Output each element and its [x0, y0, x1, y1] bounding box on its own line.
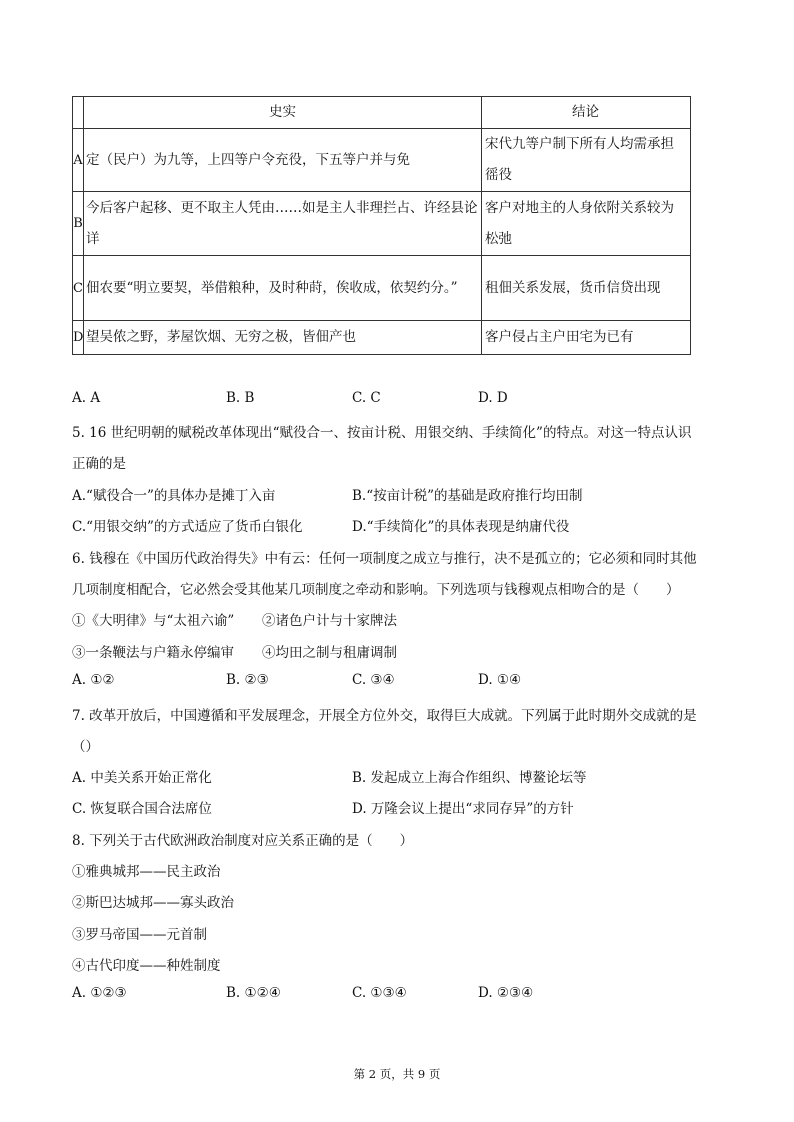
q8-stem: 8. 下列关于古代欧洲政治制度对应关系正确的是（ ）	[72, 833, 414, 849]
table-row	[73, 321, 691, 355]
row-label: B	[73, 192, 84, 256]
table-header-cell: 史实	[84, 97, 482, 129]
q7-stem-line2: （）	[72, 739, 99, 755]
q6-item-3: ③一条鞭法与户籍永停编审	[72, 645, 234, 661]
q7-option-a[interactable]: A. 中美关系开始正常化	[72, 770, 212, 786]
q8-item-1: ①雅典城邦——民主政治	[72, 864, 221, 880]
question-table	[72, 96, 691, 355]
q4-option-b[interactable]: B. B	[226, 390, 255, 406]
q8-option-c[interactable]: C. ①③④	[352, 985, 407, 1001]
conclusion-cell: 客户对地主的人身依附关系较为松弛	[482, 192, 691, 256]
conclusion-cell: 宋代九等户制下所有人均需承担徭役	[482, 129, 691, 192]
q6-stem-line2: 几项制度相配合，它必然会受其他某几项制度之牵动和影响。下列选项与钱穆观点相吻合的是（ ）	[72, 582, 680, 598]
page-footer: 第 2 页，共 9 页	[353, 1067, 441, 1081]
q8-item-3: ③罗马帝国——元首制	[72, 927, 207, 943]
q5-option-b[interactable]: B.“按亩计税”的基础是政府推行均田制	[352, 488, 583, 504]
q6-option-c[interactable]: C. ③④	[352, 672, 395, 688]
fact-cell: 今后客户起移、更不取主人凭由……如是主人非理拦占、许经县论详	[84, 192, 482, 256]
q8-option-b[interactable]: B. ①②④	[226, 985, 281, 1001]
fact-cell: 佃农要“明立要契，举借粮种，及时种莳，俟收成，依契约分。”	[84, 256, 482, 321]
q4-option-a[interactable]: A. A	[72, 390, 101, 406]
conclusion-cell: 客户侵占主户田宅为已有	[482, 321, 691, 355]
q4-option-c[interactable]: C. C	[352, 390, 381, 406]
q6-item-1: ①《大明律》与“太祖六谕”	[72, 613, 235, 629]
conclusion-cell: 租佃关系发展，货币信贷出现	[482, 256, 691, 321]
q4-option-d[interactable]: D. D	[478, 390, 508, 406]
q8-option-a[interactable]: A. ①②③	[72, 985, 127, 1001]
table-row	[73, 129, 691, 192]
table-header-cell	[73, 97, 84, 129]
table-header-cell: 结论	[482, 97, 691, 129]
q7-option-d[interactable]: D. 万隆会议上提出“求同存异”的方针	[352, 801, 574, 817]
q6-option-b[interactable]: B. ②③	[226, 672, 269, 688]
q6-item-2: ②诸色户计与十家牌法	[262, 613, 397, 629]
fact-cell: 定（民户）为九等，上四等户令充役，下五等户并与免	[84, 129, 482, 192]
q5-option-d[interactable]: D.“手续简化”的具体表现是纳庸代役	[352, 519, 570, 535]
q8-option-d[interactable]: D. ②③④	[478, 985, 534, 1001]
q5-option-c[interactable]: C.“用银交纳”的方式适应了货币白银化	[72, 519, 303, 535]
q5-stem-line1: 5. 16 世纪明朝的赋税改革体现出“赋役合一、按亩计税、用银交纳、手续简化”的特点。对这一特点认识	[72, 425, 692, 441]
table-row	[73, 256, 691, 321]
q8-item-2: ②斯巴达城邦——寡头政治	[72, 895, 234, 911]
q6-option-d[interactable]: D. ①④	[478, 672, 522, 688]
row-label: C	[73, 256, 84, 321]
row-label: D	[73, 321, 84, 355]
q6-stem-line1: 6. 钱穆在《中国历代政治得失》中有云：任何一项制度之成立与推行，决不是孤立的；它必须和同时其他	[72, 551, 697, 567]
q7-stem-line1: 7. 改革开放后，中国遵循和平发展理念，开展全方位外交，取得巨大成就。下列属于此时期外交成就的是	[72, 708, 697, 724]
row-label: A	[73, 129, 84, 192]
q5-option-a[interactable]: A.“赋役合一”的具体办是摊丁入亩	[72, 488, 276, 504]
fact-cell: 望吴侬之野，茅屋饮烟、无穷之极，皆佃产也	[84, 321, 482, 355]
q7-option-c[interactable]: C. 恢复联合国合法席位	[72, 801, 212, 817]
table-header-row	[73, 97, 691, 129]
q7-option-b[interactable]: B. 发起成立上海合作组织、博鳌论坛等	[352, 770, 587, 786]
q8-item-4: ④古代印度——种姓制度	[72, 958, 221, 974]
table-row	[73, 192, 691, 256]
q6-item-4: ④均田之制与租庸调制	[262, 645, 397, 661]
q5-stem-line2: 正确的是	[72, 456, 126, 472]
q6-option-a[interactable]: A. ①②	[72, 672, 115, 688]
